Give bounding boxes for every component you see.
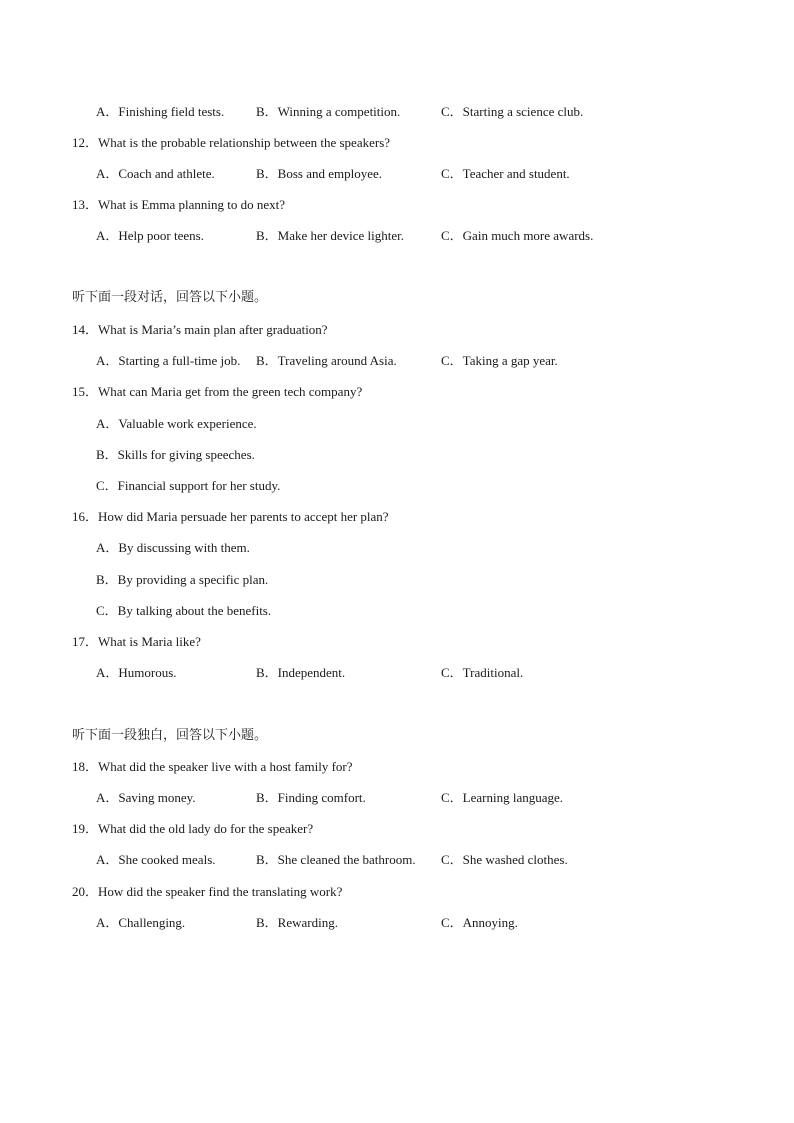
q20-option-c: C．Annoying.: [441, 915, 518, 930]
q14-stem: 14．What is Maria’s main plan after graduation?: [72, 322, 328, 337]
q12-option-b: B．Boss and employee.: [256, 166, 383, 181]
q20-option-b: B．Rewarding.: [256, 915, 338, 930]
q19-option-a: A．She cooked meals.: [96, 852, 216, 867]
section-title-monologue: 听下面一段独白，回答以下小题。: [72, 728, 268, 743]
q12-option-c: C．Teacher and student.: [441, 166, 570, 181]
q15-option-a: A．Valuable work experience.: [96, 416, 257, 431]
q14-option-b: B．Traveling around Asia.: [256, 353, 397, 368]
q16-option-c: C．By talking about the benefits.: [96, 603, 272, 618]
q15-option-b: B．Skills for giving speeches.: [96, 447, 255, 462]
q17-option-b: B．Independent.: [256, 665, 346, 680]
q17-option-a: A．Humorous.: [96, 665, 177, 680]
q14-option-a: A．Starting a full-time job.: [96, 353, 241, 368]
q12-stem: 12．What is the probable relationship between the speakers?: [72, 135, 391, 150]
q16-stem: 16．How did Maria persuade her parents to accept her plan?: [72, 509, 389, 524]
q11-option-b: B．Winning a competition.: [256, 104, 401, 119]
q11-option-c: C．Starting a science club.: [441, 104, 584, 119]
q17-option-c: C．Traditional.: [441, 665, 524, 680]
q19-option-c: C．She washed clothes.: [441, 852, 568, 867]
q15-option-c: C．Financial support for her study.: [96, 478, 281, 493]
q15-stem: 15．What can Maria get from the green tech company?: [72, 384, 363, 399]
q13-option-b: B．Make her device lighter.: [256, 228, 405, 243]
q14-option-c: C．Taking a gap year.: [441, 353, 558, 368]
q13-option-a: A．Help poor teens.: [96, 228, 204, 243]
q19-option-b: B．She cleaned the bathroom.: [256, 852, 416, 867]
q16-option-b: B．By providing a specific plan.: [96, 572, 269, 587]
q19-stem: 19．What did the old lady do for the speaker?: [72, 821, 314, 836]
q12-option-a: A．Coach and athlete.: [96, 166, 215, 181]
q18-option-a: A．Saving money.: [96, 790, 196, 805]
q13-stem: 13．What is Emma planning to do next?: [72, 197, 286, 212]
q13-option-c: C．Gain much more awards.: [441, 228, 594, 243]
q17-stem: 17．What is Maria like?: [72, 634, 201, 649]
q18-option-c: C．Learning language.: [441, 790, 564, 805]
q20-stem: 20．How did the speaker find the translating work?: [72, 884, 343, 899]
q18-option-b: B．Finding comfort.: [256, 790, 366, 805]
section-title-dialogue: 听下面一段对话，回答以下小题。: [72, 290, 268, 305]
q11-option-a: A．Finishing field tests.: [96, 104, 225, 119]
q16-option-a: A．By discussing with them.: [96, 540, 250, 555]
q20-option-a: A．Challenging.: [96, 915, 186, 930]
q18-stem: 18．What did the speaker live with a host family for?: [72, 759, 353, 774]
